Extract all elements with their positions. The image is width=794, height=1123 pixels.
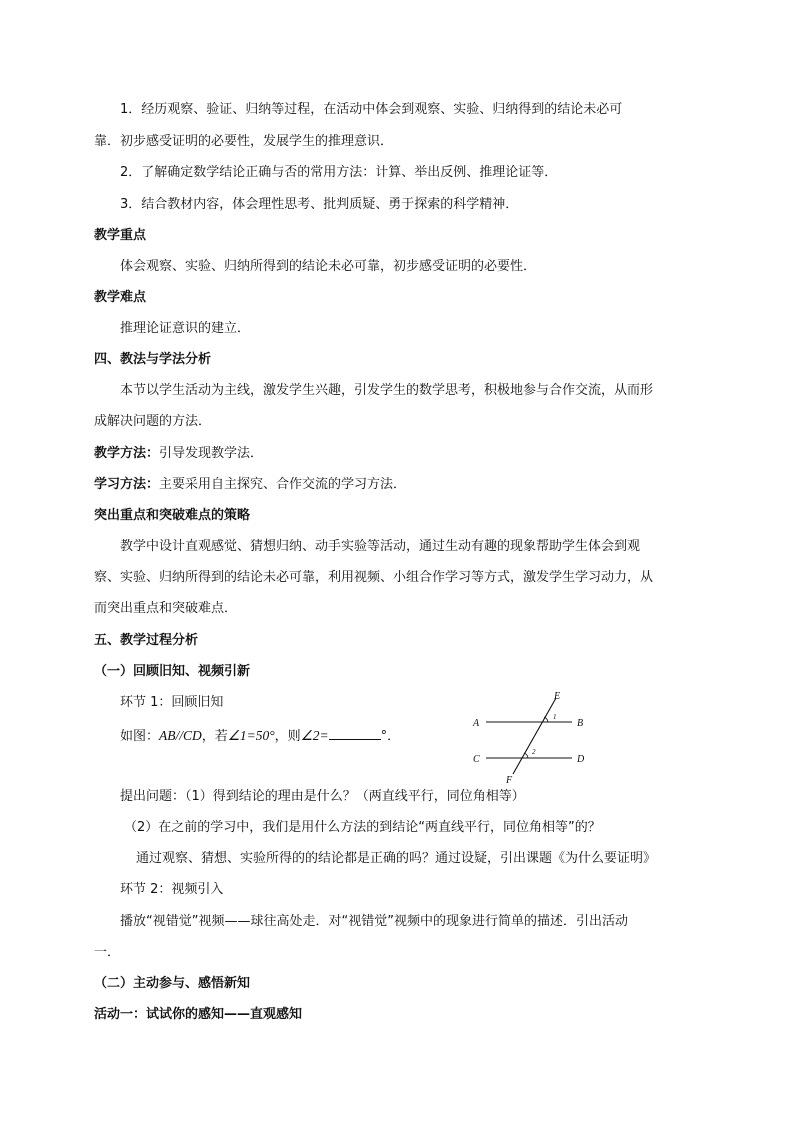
transversal-ef [513, 698, 556, 774]
strategy-heading: 突出重点和突破难点的策略 [94, 508, 251, 523]
label-angle-1: 1 [553, 713, 557, 721]
question-prefix: 如图： [120, 729, 160, 744]
step-1-title: 环节 1：回顾旧知 [120, 695, 224, 710]
question-angle-1: ∠1=50° [227, 728, 275, 743]
learn-method-row [94, 476, 406, 494]
learn-method-text: 主要采用自主探究、合作交流的学习方法． [159, 477, 407, 492]
section-4-heading: 四、教法与学法分析 [94, 352, 212, 367]
question-mid: ，若 [201, 729, 228, 744]
question-suffix: °． [380, 729, 401, 744]
step-2-title: 环节 2：视频引入 [120, 882, 224, 897]
strategy-line-3: 而突出重点和突破难点． [94, 601, 238, 616]
difficulty-heading: 教学难点 [94, 290, 147, 305]
section-5-heading: 五、教学过程分析 [94, 633, 199, 648]
question-angle-2: ∠2= [300, 728, 329, 743]
subsection-2-heading: （二）主动参与、感悟新知 [94, 976, 251, 991]
label-a: A [473, 718, 480, 729]
question-mid-2: ，则 [274, 729, 301, 744]
goal-item-1-line-1: 1．经历观察、验证、归纳等过程，在活动中体会到观察、实验、归纳得到的结论未必可 [120, 102, 623, 117]
video-line-1: 播放“视错觉”视频——球往高处走．对“视错觉”视频中的现象进行简单的描述．引出活动 [120, 914, 628, 929]
label-c: C [473, 754, 480, 765]
label-f: F [506, 775, 513, 786]
subsection-1-heading: （一）回顾旧知、视频引新 [94, 664, 251, 679]
goal-item-3: 3．结合教材内容，体会理性思考、批判质疑、勇于探索的科学精神． [120, 197, 519, 212]
question-ask-2: （2）在之前的学习中，我们是用什么方法的到结论“两直线平行，同位角相等”的？ [124, 820, 601, 835]
label-angle-2: 2 [532, 748, 536, 756]
teach-method-row [94, 445, 263, 463]
activity-1-heading: 活动一：试试你的感知——直观感知 [94, 1007, 303, 1022]
teach-method-text: 引导发现教学法． [159, 446, 264, 461]
difficulty-text: 推理论证意识的建立． [120, 321, 251, 336]
teach-method-label: 教学方法： [94, 446, 160, 461]
question-ask-3: 通过观察、猜想、实验所得的的结论都是正确的吗？通过设疑，引出课题《为什么要证明》 [136, 851, 657, 866]
question-ask-1: 提出问题：（1）得到结论的理由是什么？（两直线平行，同位角相等） [120, 789, 525, 804]
goal-item-1-line-2: 靠．初步感受证明的必要性，发展学生的推理意识． [94, 134, 394, 149]
strategy-line-1: 教学中设计直观感觉、猜想归纳、动手实验等活动，通过生动有趣的现象帮助学生体会到观 [120, 539, 641, 554]
learn-method-label: 学习方法： [94, 477, 160, 492]
goal-item-2: 2．了解确定数学结论正确与否的常用方法：计算、举出反例、推理论证等． [120, 165, 558, 180]
key-point-text: 体会观察、实验、归纳所得到的结论未必可靠，初步感受证明的必要性． [120, 259, 537, 274]
review-question [120, 727, 400, 746]
label-b: B [577, 718, 584, 729]
strategy-line-2: 察、实验、归纳所得到的结论未必可靠，利用视频、小组合作学习等方式，激发学生学习动力，从 [94, 570, 654, 585]
video-line-2: 一． [94, 945, 121, 960]
label-e: E [554, 691, 561, 702]
section-4-para-line-2: 成解决问题的方法． [94, 414, 212, 429]
answer-blank[interactable] [329, 727, 381, 740]
question-parallel: AB//CD [159, 728, 202, 743]
parallel-lines-figure [468, 688, 618, 788]
key-point-heading: 教学重点 [94, 228, 147, 243]
section-4-para-line-1: 本节以学生活动为主线，激发学生兴趣，引发学生的数学思考，积极地参与合作交流，从而形 [120, 383, 654, 398]
label-d: D [577, 754, 585, 765]
